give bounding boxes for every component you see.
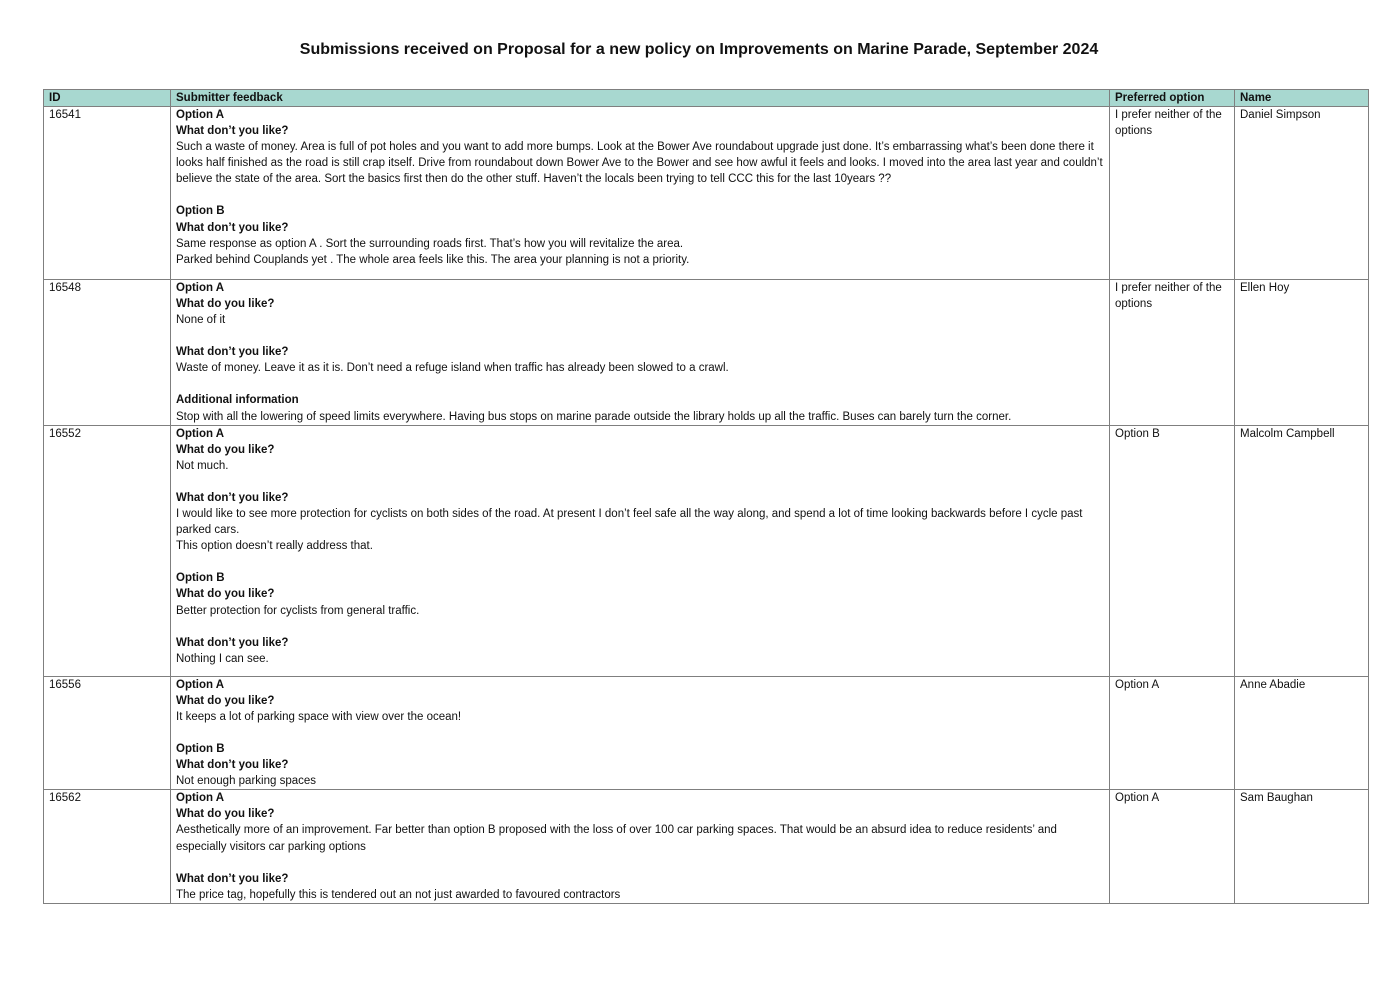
submission-id: 16552 [44,425,171,676]
submitter-name: Sam Baughan [1235,790,1369,904]
feedback-heading: Option A [176,427,225,440]
submission-id: 16556 [44,676,171,790]
table-row [44,280,1369,426]
header-feedback: Submitter feedback [171,90,1110,107]
header-preferred-option: Preferred option [1110,90,1235,107]
preferred-option: Option A [1110,676,1235,790]
feedback-heading: Option A [176,282,225,294]
feedback-heading: Option B [176,205,225,218]
feedback-heading: What don’t you like? [176,221,289,234]
feedback-heading: Option B [176,572,225,585]
submission-id: 16548 [44,280,171,426]
preferred-option: I prefer neither of the options [1110,107,1235,280]
feedback-heading: Option A [176,792,225,805]
feedback-text: This option doesn’t really address that. [176,540,373,553]
feedback-heading: What don’t you like? [176,491,289,504]
feedback-heading: What don’t you like? [176,636,289,649]
feedback-text: Parked behind Couplands yet . The whole area feels like this. The area your planning is not a priority. [176,253,690,266]
feedback-text: Stop with all the lowering of speed limits everywhere. Having bus stops on marine parade outside the library holds up all the traffic. Buses can barely turn the corner. [176,410,1012,423]
feedback-text: Not much. [176,459,229,472]
feedback-heading: What don’t you like? [176,872,289,885]
feedback-text: I would like to see more protection for cyclists on both sides of the road. At present I don’t feel safe all the way along, and spend a lot of time looking backwards before I cycle past parked cars. [176,508,1083,537]
feedback-heading: Additional information [176,394,299,407]
table-row [44,790,1369,904]
feedback-text: The price tag, hopefully this is tendered out an not just awarded to favoured contractors [176,888,621,901]
feedback-text: Such a waste of money. Area is full of pot holes and you want to add more bumps. Look at the Bower Ave roundabout upgrade just done. It’s embarrassing what’s been done there it looks half finished as the road is still crap itself. Drive from roundabout down Bower Ave to the Bower and see how awful it feels and looks. I moved into the area last year and couldn’t believe the state of the area. Sort the basics first then do the other stuff. Haven’t the locals been trying to tell CCC this for the last 10years ?? [176,141,1103,186]
feedback-text: Not enough parking spaces [176,775,317,788]
feedback-heading: Option A [176,678,225,691]
submitter-name: Ellen Hoy [1235,280,1369,426]
feedback-heading: What do you like? [176,694,275,707]
feedback-text: Waste of money. Leave it as it is. Don’t need a refuge island when traffic has already been slowed to a crawl. [176,362,729,375]
feedback-text: Better protection for cyclists from general traffic. [176,604,420,617]
feedback-heading: What do you like? [176,443,275,456]
preferred-option: Option B [1110,425,1235,676]
submitter-feedback [171,280,1110,426]
submitter-feedback [171,107,1110,280]
preferred-option: I prefer neither of the options [1110,280,1235,426]
feedback-heading: Option B [176,742,225,755]
submitter-name: Anne Abadie [1235,676,1369,790]
feedback-heading: Option A [176,109,225,121]
submission-id: 16562 [44,790,171,904]
table-row [44,425,1369,676]
feedback-heading: What do you like? [176,588,275,601]
feedback-heading: What do you like? [176,298,275,311]
submitter-feedback [171,425,1110,676]
table-header-row [44,90,1369,107]
preferred-option: Option A [1110,790,1235,904]
header-name: Name [1235,90,1369,107]
table-row [44,107,1369,280]
feedback-heading: What don’t you like? [176,759,289,772]
feedback-text: Nothing I can see. [176,652,269,665]
feedback-heading: What don’t you like? [176,346,289,359]
feedback-text: Same response as option A . Sort the surrounding roads first. That’s how you will revitalize the area. [176,237,684,250]
submitter-feedback [171,676,1110,790]
submitter-name: Daniel Simpson [1235,107,1369,280]
feedback-text: None of it [176,314,226,327]
feedback-text: Aesthetically more of an improvement. Far better than option B proposed with the loss of over 100 car parking spaces. That would be an absurd idea to reduce residents’ and especially visitors car parking options [176,824,1057,853]
header-id: ID [44,90,171,107]
submission-id: 16541 [44,107,171,280]
submitter-feedback [171,790,1110,904]
feedback-text: It keeps a lot of parking space with view over the ocean! [176,710,462,723]
feedback-heading: What don’t you like? [176,125,289,138]
submissions-table [43,89,1369,904]
table-row [44,676,1369,790]
document-title: Submissions received on Proposal for a new policy on Improvements on Marine Parade, September 2024 [299,41,1099,58]
submitter-name: Malcolm Campbell [1235,425,1369,676]
feedback-heading: What do you like? [176,808,275,821]
